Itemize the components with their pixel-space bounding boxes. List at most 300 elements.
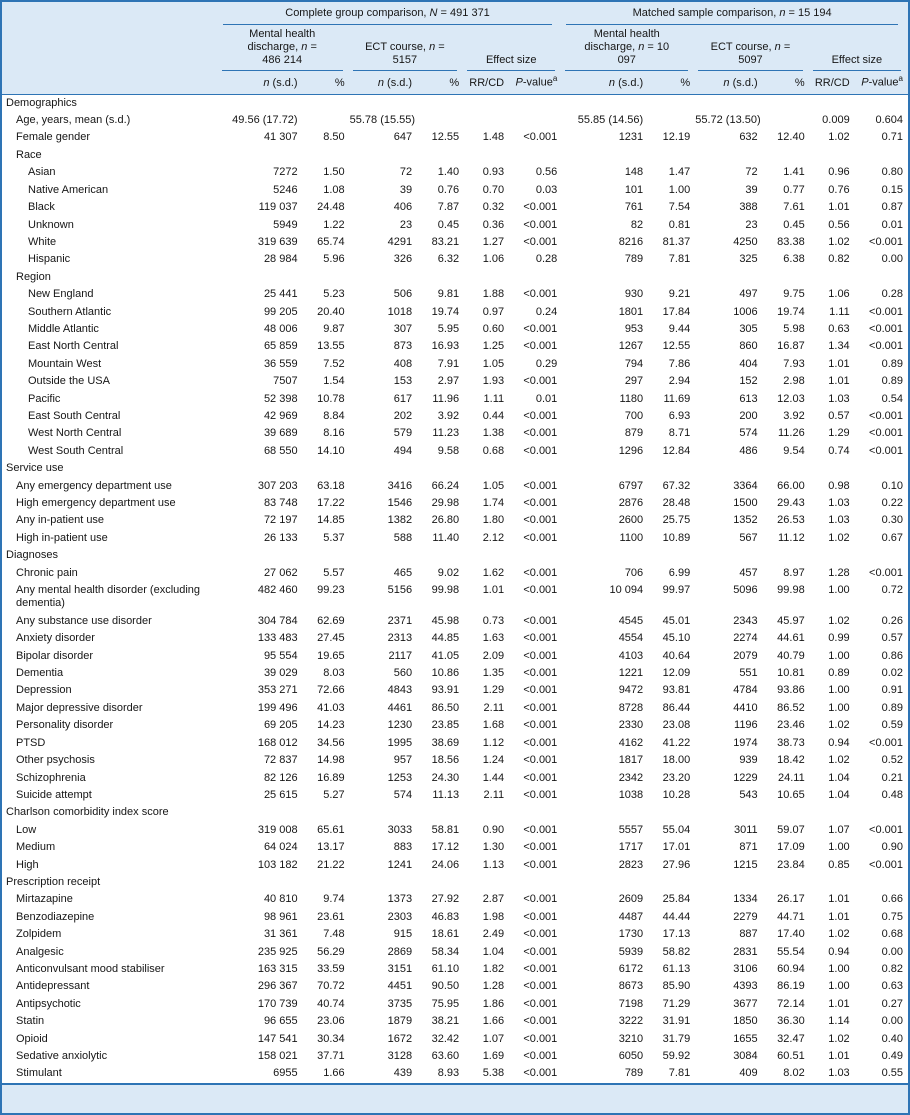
row-label: Prescription receipt <box>6 875 101 888</box>
subgroup-header <box>695 25 810 71</box>
cell: 1382 <box>387 514 413 527</box>
cell: 31 361 <box>263 928 298 941</box>
cell: 133 483 <box>257 632 298 645</box>
row-label: Analgesic <box>16 945 64 958</box>
cell: 3210 <box>618 1032 644 1045</box>
cell: 2609 <box>618 893 644 906</box>
cell: 52 398 <box>263 392 298 405</box>
section-row <box>2 804 908 821</box>
cell: 1.38 <box>482 427 505 440</box>
cell: 0.59 <box>881 719 903 732</box>
cell: 58.81 <box>431 823 460 836</box>
row-label: White <box>28 235 57 248</box>
cell: 19.65 <box>317 649 345 662</box>
subgroup-header-label: ECT course, n = 5157 <box>353 38 458 71</box>
cell: 0.28 <box>535 253 558 266</box>
row-label: Medium <box>16 841 56 854</box>
cell <box>695 147 762 164</box>
table-row <box>2 356 908 373</box>
cell: 0.01 <box>535 392 558 405</box>
cell: 5939 <box>618 945 644 958</box>
cell: <0.001 <box>523 928 558 941</box>
cell: 1352 <box>733 514 758 527</box>
cell: 21.22 <box>317 858 345 871</box>
cell: 10.65 <box>777 788 805 801</box>
cell: 2600 <box>618 514 644 527</box>
cell: 41.22 <box>662 736 691 749</box>
cell: 1.47 <box>668 166 691 179</box>
cell <box>303 112 350 129</box>
cell <box>219 460 303 477</box>
cell: 873 <box>393 340 413 353</box>
cell: 3.92 <box>783 409 805 422</box>
cell: 1253 <box>387 771 413 784</box>
cell: 486 <box>739 444 758 457</box>
cell: 0.54 <box>881 392 903 405</box>
cell: 1.54 <box>323 375 345 388</box>
cell: <0.001 <box>523 444 558 457</box>
cell: 2371 <box>387 614 413 627</box>
cell: 860 <box>739 340 758 353</box>
cell: 0.98 <box>828 479 850 492</box>
table-row <box>2 164 908 181</box>
cell: 0.45 <box>437 218 460 231</box>
row-label: Opioid <box>16 1032 48 1045</box>
cell: 2823 <box>618 858 644 871</box>
subgroup-header <box>464 25 562 71</box>
cell: 0.40 <box>881 1032 903 1045</box>
cell: 0.99 <box>828 632 850 645</box>
cell: 2876 <box>618 497 644 509</box>
cell: 1373 <box>387 893 413 906</box>
table-row <box>2 234 908 251</box>
cell: 6.99 <box>668 566 691 579</box>
cell: 66.00 <box>777 479 805 492</box>
cell <box>219 269 303 286</box>
table-row <box>2 443 908 460</box>
cell: 3033 <box>387 823 413 836</box>
row-label: Depression <box>16 684 72 697</box>
cell: 5557 <box>618 823 644 836</box>
table-row <box>2 1013 908 1030</box>
cell: 38.21 <box>431 1015 460 1028</box>
cell: 10.86 <box>431 667 460 680</box>
cell: 1.00 <box>828 649 850 662</box>
cell: 7.48 <box>323 928 345 941</box>
row-label: Dementia <box>16 667 64 680</box>
cell: 8728 <box>618 701 644 714</box>
cell: 930 <box>624 288 644 301</box>
cell: 17.22 <box>317 497 345 509</box>
cell: 24.48 <box>317 201 345 214</box>
cell: 12.03 <box>777 392 805 405</box>
cell: 494 <box>393 444 413 457</box>
cell: 68 550 <box>263 444 298 457</box>
cell <box>219 804 303 821</box>
cell <box>810 874 855 891</box>
cell: 16.89 <box>317 771 345 784</box>
cell: 11.26 <box>777 427 805 440</box>
table-row <box>2 787 908 804</box>
cell <box>219 874 303 891</box>
cell: 0.97 <box>482 305 505 318</box>
cell <box>417 547 464 564</box>
subgroup-header-label: ECT course, n = 5097 <box>698 38 803 71</box>
cell: 2343 <box>733 614 758 627</box>
subgroup-header <box>562 25 695 71</box>
cell: <0.001 <box>523 997 558 1010</box>
cell: 2869 <box>387 945 413 958</box>
table-row <box>2 373 908 390</box>
cell <box>763 804 810 821</box>
row-label: Age, years, mean (s.d.) <box>16 114 131 127</box>
cell: 0.63 <box>828 322 850 335</box>
cell: 482 460 <box>257 584 298 597</box>
column-header: % <box>303 71 350 94</box>
group-header-label: Complete group comparison, N = 491 371 <box>223 2 553 25</box>
cell: 99 205 <box>263 305 298 318</box>
cell <box>509 804 562 821</box>
row-label: Demographics <box>6 96 77 109</box>
cell: 26 133 <box>263 531 298 544</box>
row-label: Region <box>16 270 51 283</box>
cell: 12.55 <box>431 131 460 144</box>
cell: <0.001 <box>523 980 558 993</box>
cell: 40.74 <box>317 997 345 1010</box>
row-label: Middle Atlantic <box>28 322 99 335</box>
cell: 588 <box>393 531 413 544</box>
cell: 72.66 <box>317 684 345 697</box>
cell: 1.04 <box>482 945 505 958</box>
cell: 1.03 <box>828 514 850 527</box>
table-header <box>2 2 908 94</box>
cell: 1.01 <box>828 893 850 906</box>
cell: 5949 <box>273 218 298 231</box>
cell: 83.21 <box>431 235 460 248</box>
cell: 2.11 <box>483 701 505 714</box>
cell: 24.11 <box>777 771 805 784</box>
cell: 406 <box>393 201 413 214</box>
cell: 55.85 (14.56) <box>577 114 644 127</box>
cell: 9.74 <box>323 893 345 906</box>
cell: 1850 <box>733 1015 758 1028</box>
cell: 41.03 <box>317 701 345 714</box>
cell: 5.37 <box>323 531 345 544</box>
cell: 0.00 <box>881 1015 903 1028</box>
row-label: Any emergency department use <box>16 479 172 492</box>
table-body <box>2 94 908 1083</box>
cell: 55.78 (15.55) <box>349 114 416 127</box>
cell: 24.30 <box>431 771 460 784</box>
cell: 579 <box>393 427 413 440</box>
cell: 96 655 <box>263 1015 298 1028</box>
cell: 8.02 <box>783 1067 805 1080</box>
cell: 17.13 <box>662 928 691 941</box>
cell <box>350 874 417 891</box>
cell: 24.06 <box>431 858 460 871</box>
cell: 0.96 <box>828 166 850 179</box>
cell: 0.48 <box>881 788 903 801</box>
cell <box>464 547 509 564</box>
table-row <box>2 978 908 995</box>
column-header: RR/CD <box>464 71 509 94</box>
comparison-table <box>2 2 908 1083</box>
cell <box>562 94 648 112</box>
cell: 1215 <box>733 858 758 871</box>
cell: 0.22 <box>881 497 903 509</box>
cell <box>763 547 810 564</box>
cell: 1.02 <box>828 928 850 941</box>
column-header-row <box>2 71 908 94</box>
cell: 0.89 <box>881 701 903 714</box>
cell: 37.71 <box>317 1050 345 1062</box>
cell: 30.34 <box>317 1032 345 1045</box>
cell: 153 <box>393 375 413 388</box>
cell: 4554 <box>618 632 644 645</box>
cell: 9.81 <box>437 288 460 301</box>
cell: 7.52 <box>323 357 345 370</box>
cell: 8.93 <box>437 1067 460 1080</box>
cell: 1.30 <box>482 841 505 854</box>
cell: 1296 <box>618 444 644 457</box>
table-row <box>2 926 908 943</box>
cell <box>350 460 417 477</box>
cell: 72 <box>745 166 758 179</box>
cell: 0.89 <box>881 357 903 370</box>
cell: 465 <box>393 566 413 579</box>
table-row <box>2 582 908 613</box>
cell: 5246 <box>273 183 298 196</box>
cell: 1267 <box>618 340 644 353</box>
cell: 1.98 <box>482 910 505 923</box>
cell: 0.72 <box>881 584 903 597</box>
cell: 10.81 <box>777 667 805 680</box>
cell: 3011 <box>734 823 758 836</box>
cell: 1.01 <box>828 375 850 388</box>
cell: 14.98 <box>317 754 345 767</box>
cell <box>464 269 509 286</box>
cell: 86.44 <box>662 701 691 714</box>
cell: 1.48 <box>482 131 505 144</box>
cell: 0.80 <box>881 166 903 179</box>
cell: 1.03 <box>828 1067 850 1080</box>
table-row <box>2 338 908 355</box>
cell <box>417 460 464 477</box>
cell: 55.04 <box>662 823 691 836</box>
table-row <box>2 391 908 408</box>
cell <box>763 112 810 129</box>
cell: 0.24 <box>535 305 558 318</box>
cell: 1.11 <box>829 305 850 318</box>
cell: 0.68 <box>482 444 505 457</box>
cell: 23.61 <box>317 910 345 923</box>
cell: 39 <box>399 183 413 196</box>
cell: 7272 <box>273 166 298 179</box>
cell: 38.73 <box>777 736 805 749</box>
cell: 29.98 <box>431 497 460 509</box>
cell: 789 <box>624 253 644 266</box>
cell: 3364 <box>733 479 758 492</box>
cell: 1974 <box>733 736 758 749</box>
cell <box>509 460 562 477</box>
cell: 86.52 <box>777 701 805 714</box>
cell: 27.96 <box>662 858 691 871</box>
cell: 26.53 <box>777 514 805 527</box>
cell: 12.84 <box>662 444 691 457</box>
cell: 1.14 <box>828 1015 850 1028</box>
table-row <box>2 129 908 146</box>
cell: 296 367 <box>257 980 298 993</box>
section-row <box>2 874 908 891</box>
cell <box>810 269 855 286</box>
cell: 61.13 <box>662 962 691 975</box>
row-label: Low <box>16 823 37 836</box>
cell: 62.69 <box>317 614 345 627</box>
cell: 1.13 <box>482 858 505 871</box>
cell <box>810 804 855 821</box>
table-row <box>2 822 908 839</box>
cell <box>562 269 648 286</box>
cell: 19.74 <box>777 305 805 318</box>
cell: 199 496 <box>257 701 298 714</box>
cell: 4545 <box>618 614 644 627</box>
cell: <0.001 <box>523 962 558 975</box>
cell: 8.97 <box>783 566 805 579</box>
cell: 25.75 <box>662 514 691 527</box>
row-label: Schizophrenia <box>16 771 86 784</box>
row-label: Outside the USA <box>28 375 110 388</box>
row-label: Mirtazapine <box>16 893 73 906</box>
cell: 8.16 <box>323 427 345 440</box>
cell: <0.001 <box>523 531 558 544</box>
cell: 83 748 <box>263 497 298 509</box>
cell: 99.98 <box>431 584 460 597</box>
cell: 1.04 <box>828 771 850 784</box>
row-label: PTSD <box>16 736 46 749</box>
cell: 19.74 <box>431 305 460 318</box>
cell <box>350 547 417 564</box>
cell: 28 984 <box>263 253 298 266</box>
cell: 0.89 <box>881 375 903 388</box>
cell: 86.19 <box>777 980 805 993</box>
cell: 543 <box>739 788 758 801</box>
cell: 23.06 <box>317 1015 345 1028</box>
cell: 148 <box>624 166 644 179</box>
cell: 1.11 <box>483 392 505 405</box>
cell: 9.75 <box>783 288 805 301</box>
cell: 457 <box>739 566 758 579</box>
table-row <box>2 251 908 268</box>
cell: 4487 <box>618 910 644 923</box>
table-row <box>2 286 908 303</box>
row-label: Charlson comorbidity index score <box>6 806 169 819</box>
cell <box>464 874 509 891</box>
cell: 0.93 <box>482 166 505 179</box>
cell: 1229 <box>733 771 758 784</box>
subgroup-header-label: Effect size <box>813 51 901 71</box>
cell: 95 554 <box>263 649 298 662</box>
cell: 5156 <box>387 584 413 597</box>
cell: 7.91 <box>437 357 460 370</box>
cell: 13.17 <box>317 841 345 854</box>
cell: 46.83 <box>431 910 460 923</box>
table-row <box>2 700 908 717</box>
cell: 202 <box>393 409 413 422</box>
cell: <0.001 <box>869 566 903 579</box>
group-header-label: Matched sample comparison, n = 15 194 <box>566 2 898 25</box>
cell: 307 203 <box>257 479 298 492</box>
row-label: Any substance use disorder <box>16 614 152 627</box>
cell: 45.01 <box>662 614 691 627</box>
cell: 1879 <box>387 1015 413 1028</box>
cell: 1.00 <box>828 584 850 597</box>
cell: 1230 <box>387 719 413 732</box>
cell: 59.07 <box>777 823 805 836</box>
cell: 794 <box>624 357 644 370</box>
cell <box>648 269 695 286</box>
cell: 0.89 <box>828 667 850 680</box>
cell: 101 <box>624 183 644 196</box>
cell <box>695 804 762 821</box>
cell: 1.01 <box>828 910 850 923</box>
cell: 20.40 <box>317 305 345 318</box>
cell: 60.94 <box>777 962 805 975</box>
cell: <0.001 <box>523 322 558 335</box>
cell <box>695 94 762 112</box>
cell: 1.41 <box>783 166 805 179</box>
cell: 26.80 <box>431 514 460 527</box>
cell <box>695 547 762 564</box>
cell: 41.05 <box>431 649 460 662</box>
cell: 3151 <box>387 962 413 975</box>
cell: 49.56 (17.72) <box>232 114 298 127</box>
cell: 1231 <box>618 131 644 144</box>
cell: 0.03 <box>535 183 558 196</box>
cell: <0.001 <box>523 1050 558 1062</box>
cell: 1672 <box>387 1032 413 1045</box>
cell: 4393 <box>733 980 758 993</box>
cell <box>763 147 810 164</box>
cell: 0.009 <box>822 114 850 127</box>
cell: <0.001 <box>523 514 558 527</box>
cell: 617 <box>393 392 413 405</box>
cell: 1.05 <box>482 479 505 492</box>
cell: 4291 <box>387 235 413 248</box>
cell: 5.96 <box>323 253 345 266</box>
cell: 1.63 <box>482 632 505 645</box>
cell: 64 024 <box>263 841 298 854</box>
cell: <0.001 <box>869 409 903 422</box>
cell: 1018 <box>387 305 413 318</box>
row-label: High in-patient use <box>16 531 108 544</box>
cell: 16.93 <box>431 340 460 353</box>
cell: 83.38 <box>777 235 805 248</box>
cell: <0.001 <box>523 427 558 440</box>
cell: 11.13 <box>432 788 460 801</box>
cell <box>695 269 762 286</box>
cell: 14.23 <box>317 719 345 732</box>
cell: 1006 <box>733 305 758 318</box>
cell: <0.001 <box>869 235 903 248</box>
table-row <box>2 857 908 874</box>
cell <box>303 269 350 286</box>
subgroup-header-row <box>2 25 908 71</box>
cell: 23.85 <box>431 719 460 732</box>
row-label: High <box>16 858 39 871</box>
cell: 0.49 <box>881 1050 903 1062</box>
cell: 72 197 <box>263 514 298 527</box>
cell: 0.85 <box>828 858 850 871</box>
